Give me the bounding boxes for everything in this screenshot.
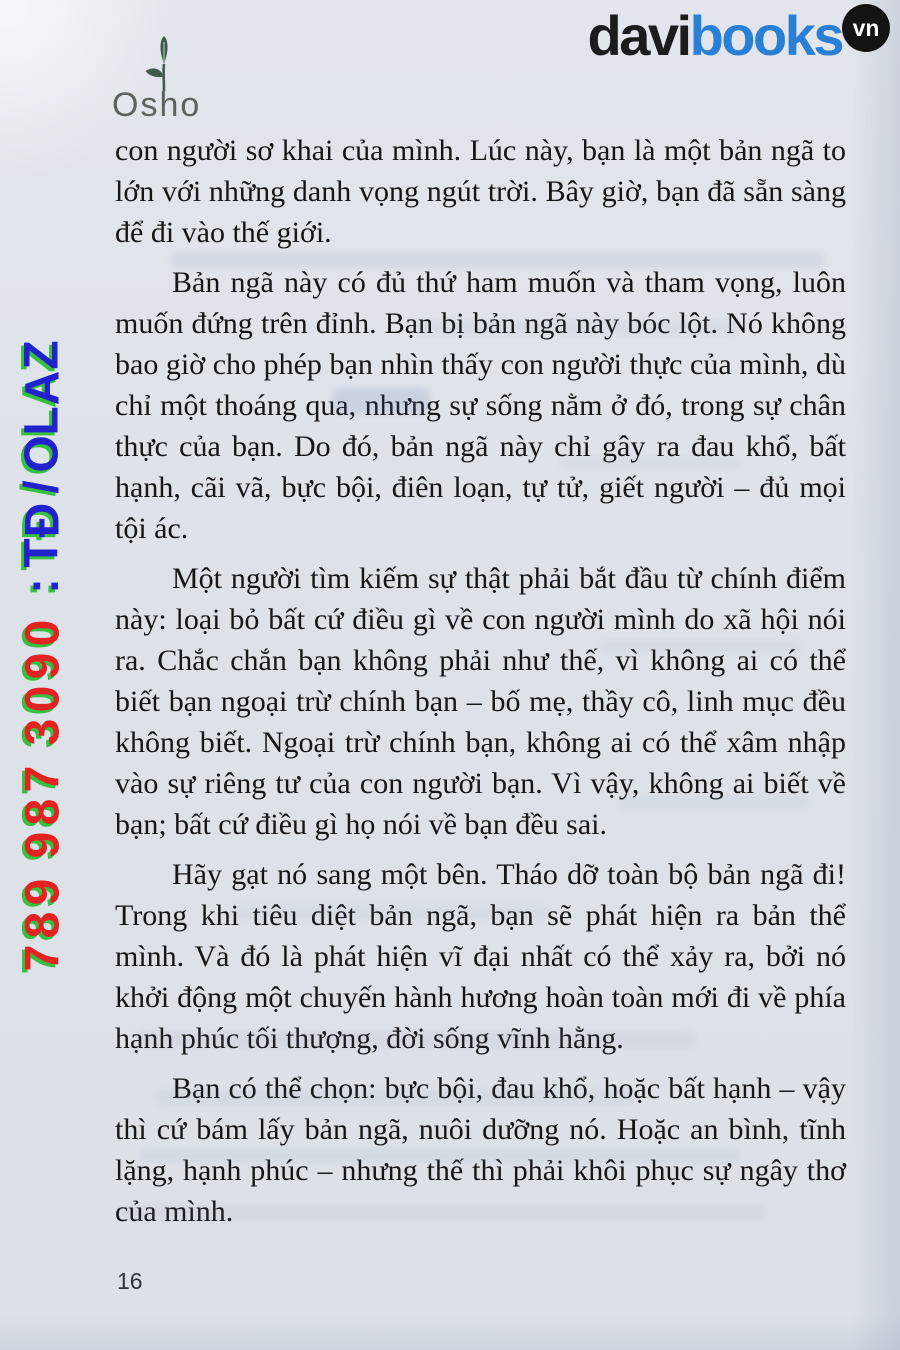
stamp-char: 8 [15,911,69,938]
davibooks-logo [587,4,842,67]
davibooks-black-text: davi [587,4,690,67]
stamp-char: Z [15,339,69,370]
stamp-char: 7 [15,765,69,792]
paragraph: Bản ngã này có đủ thứ ham muốn và tham vọng, luôn muốn đứng trên đỉnh. Bạn bị bản ngã này bóc lột. Nó không bao giờ cho phép bạn nhìn thấy con người thực của mình, dù chỉ một thoáng qua, nhưng sự sống nằm ở đó, trong sự chân thực của bạn. Do đó, bản ngã này chỉ gây ra đau khổ, bất hạnh, cãi vã, bực bội, điên loạn, tự tử, giết người – đủ mọi tội ác. [115,266,846,545]
stamp-char: 0 [15,685,69,712]
stamp-char: 8 [15,798,69,825]
stamp-char: L [15,405,69,436]
stamp-zalo-label [0,338,86,602]
paragraph: Bạn có thể chọn: bực bội, đau khổ, hoặc bất hạnh – vậy thì cứ bám lấy bản ngã, nuôi dưỡng nó. Hoặc an bình, tĩnh lặng, hạnh phúc – nhưng thế thì phải khôi phục sự ngây thơ của mình. [115,1072,846,1228]
body-text [115,130,846,1241]
stamp-gap [0,602,86,616]
stamp-phone-number [0,616,86,974]
stamp-char: O [16,434,69,473]
page-number: 16 [117,1268,143,1294]
stamp-char: 3 [15,718,69,745]
stamp-char: Đ [15,502,69,537]
stamp-char: 7 [15,944,69,971]
stamp-char: / [16,479,69,494]
paragraph: con người sơ khai của mình. Lúc này, bạn là một bản ngã to lớn với những danh vọng ngút trời. Bây giờ, bạn đã sẵn sàng để đi vào thế giới. [115,134,846,249]
stamp-char: 9 [15,878,69,905]
stamp-char: T [15,537,69,568]
osho-logo-text: Osho [112,86,202,124]
zalo-phone-stamp [0,338,86,974]
vn-badge: vn [842,4,890,52]
stamp-char: : [15,577,69,594]
stamp-char: 9 [15,831,69,858]
paragraph: Một người tìm kiếm sự thật phải bắt đầu từ chính điểm này: loại bỏ bất cứ điều gì về con người mình do xã hội nói ra. Chắc chắn bạn không phải như thế, vì không ai có thể biết bạn ngoại trừ chính bạn – bố mẹ, thầy cô, linh mục đều không biết. Ngoại trừ chính bạn, không ai có thể xâm nhập vào sự riêng tư của con người bạn. Vì vậy, không ai biết về bạn; bất cứ điều gì họ nói về bạn đều sai. [115,562,846,841]
stamp-char [0,748,86,762]
stamp-char: A [15,370,69,405]
stamp-char: 0 [15,619,69,646]
davibooks-blue-text: books [689,4,842,67]
paragraph: Hãy gạt nó sang một bên. Tháo dỡ toàn bộ bản ngã đi! Trong khi tiêu diệt bản ngã, bạn sẽ phát hiện ra bản thể mình. Và đó là phát hiện vĩ đại nhất có thể xảy ra, bởi nó khởi động một chuyến hành hương hoàn toàn mới đi về phía hạnh phúc tối thượng, đời sống vĩnh hằng. [115,858,846,1055]
stamp-char [0,861,86,875]
stamp-char: 9 [15,652,69,679]
sprout-icon [138,34,190,92]
